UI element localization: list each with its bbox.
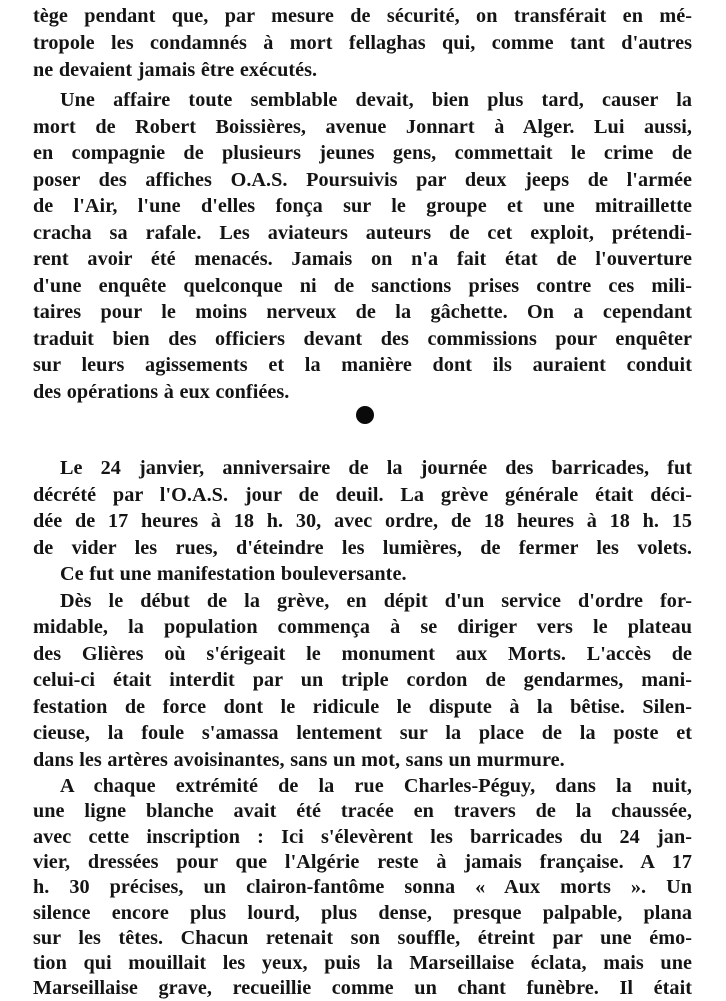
text-line: tion qui mouillait les yeux, puis la Marseillaise éclata, mais une bbox=[33, 952, 692, 975]
text-line: décrété par l'O.A.S. jour de deuil. La grève générale était déci- bbox=[33, 484, 692, 506]
text-line: Ce fut une manifestation bouleversante. bbox=[60, 563, 407, 585]
text-line: de vider les rues, d'éteindre les lumières, de fermer les volets. bbox=[33, 537, 692, 559]
text-line: sur les têtes. Chacun retenait son souffle, étreint par une émo- bbox=[33, 926, 692, 949]
text-line: avec cette inscription : Ici s'élevèrent les barricades du 24 jan- bbox=[33, 825, 692, 848]
section-separator-dot bbox=[356, 406, 374, 424]
text-line: vier, dressées pour que l'Algérie reste à jamais française. A 17 bbox=[33, 850, 692, 873]
text-line: une ligne blanche avait été tracée en travers de la chaussée, bbox=[33, 800, 692, 823]
text-line: tropole les condamnés à mort fellaghas qui, comme tant d'autres bbox=[33, 32, 692, 54]
text-line: tège pendant que, par mesure de sécurité, on transférait en mé- bbox=[33, 5, 692, 27]
text-line: dans les artères avoisinantes, sans un mot, sans un murmure. bbox=[33, 749, 565, 771]
text-line: sur leurs agissements et la manière dont ils auraient conduit bbox=[33, 354, 692, 376]
text-line: midable, la population commença à se diriger vers le plateau bbox=[33, 616, 692, 638]
text-line: rent avoir été menacés. Jamais on n'a fait état de l'ouverture bbox=[33, 248, 692, 270]
text-line: mort de Robert Boissières, avenue Jonnart à Alger. Lui aussi, bbox=[33, 116, 692, 138]
text-line: des Glières où s'érigeait le monument aux Morts. L'accès de bbox=[33, 643, 692, 665]
text-line: Marseillaise grave, recueillie comme un chant funèbre. Il était bbox=[33, 977, 692, 1000]
text-line: cieuse, la foule s'amassa lentement sur la place de la poste et bbox=[33, 722, 692, 744]
text-line: Dès le début de la grève, en dépit d'un service d'ordre for- bbox=[60, 590, 692, 612]
text-line: poser des affiches O.A.S. Poursuivis par deux jeeps de l'armée bbox=[33, 169, 692, 191]
text-line: Une affaire toute semblable devait, bien plus tard, causer la bbox=[60, 89, 692, 111]
text-line: des opérations à eux confiées. bbox=[33, 381, 290, 403]
text-line: celui-ci était interdit par un triple cordon de gendarmes, mani- bbox=[33, 669, 692, 691]
text-line: h. 30 précises, un clairon-fantôme sonna « Aux morts ». Un bbox=[33, 876, 692, 899]
text-line: de l'Air, l'une d'elles fonça sur le groupe et une mitraillette bbox=[33, 195, 692, 217]
text-line: A chaque extrémité de la rue Charles-Péguy, dans la nuit, bbox=[60, 775, 692, 797]
text-line: taires pour le moins nerveux de la gâchette. On a cependant bbox=[33, 301, 692, 323]
text-line: traduit bien des officiers devant des commissions pour enquêter bbox=[33, 328, 692, 350]
text-line: cracha sa rafale. Les aviateurs auteurs de cet exploit, prétendi- bbox=[33, 222, 692, 244]
text-line: ne devaient jamais être exécutés. bbox=[33, 59, 318, 81]
text-line: dée de 17 heures à 18 h. 30, avec ordre, de 18 heures à 18 h. 15 bbox=[33, 510, 692, 532]
text-line: Le 24 janvier, anniversaire de la journée des barricades, fut bbox=[60, 457, 692, 479]
text-line: en compagnie de plusieurs jeunes gens, commettait le crime de bbox=[33, 142, 692, 164]
text-line: silence encore plus lourd, plus dense, presque palpable, plana bbox=[33, 901, 692, 924]
text-line: festation de force dont le ridicule le dispute à la bêtise. Silen- bbox=[33, 696, 692, 718]
text-line: d'une enquête quelconque ni de sanctions prises contre ces mili- bbox=[33, 275, 692, 297]
